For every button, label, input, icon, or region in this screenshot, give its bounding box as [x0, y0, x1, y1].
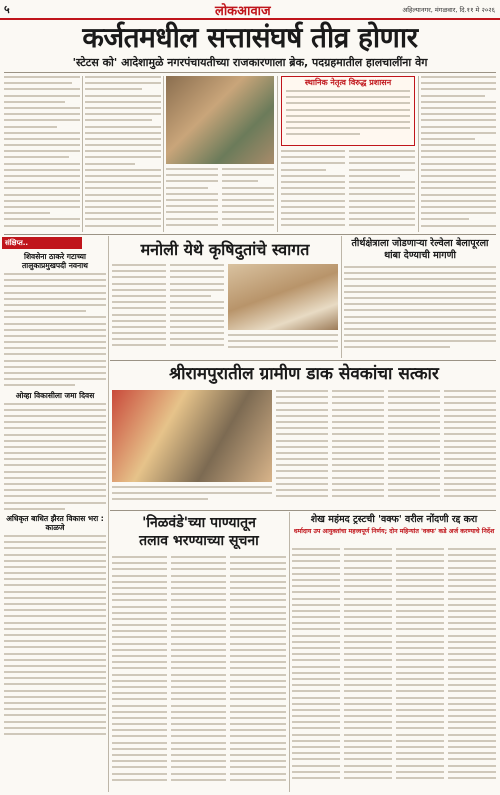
brief-3-title: अधिकृत बाधित झैरत विकास भरा : काळजे	[6, 513, 104, 532]
column-divider	[341, 236, 342, 358]
manoli-photo	[228, 264, 338, 330]
lead-subheadline: 'स्टेटस को' आदेशामुळे नगरपंचायतीच्या राजकारणाला ब्रेक, पदग्रहमातील हालचालींना वेग	[72, 56, 428, 69]
waqf-column-3	[396, 548, 444, 792]
dak-photo	[112, 390, 272, 482]
brief-1-title: शिवसेना ठाकरे गटाच्या तालुकाप्रमुखपदी नवनाथ	[22, 252, 88, 270]
nilwande-column-2	[171, 556, 226, 792]
nilwande-column-1	[112, 556, 167, 792]
waqf-column-4	[448, 548, 496, 792]
page-header	[0, 0, 500, 20]
lead-column-1	[4, 76, 80, 232]
dak-column-1	[276, 390, 328, 506]
teerth-headline: तीर्थक्षेत्राला जोडणाऱ्या रेल्वेला बेलापूरला थांबा देण्याची मागणी	[351, 238, 489, 261]
column-divider	[108, 236, 109, 792]
manoli-column-1	[112, 264, 166, 354]
masthead-logo: लोकआवाज	[215, 4, 271, 19]
column-divider	[82, 76, 83, 232]
lead-headline: कर्जतमधील सत्तासंघर्ष तीव्र होणार	[82, 21, 418, 54]
dak-headline: श्रीरामपुरातील ग्रामीण डाक सेवकांचा सत्कार	[169, 364, 439, 384]
column-divider	[163, 76, 164, 232]
nilwande-column-3	[230, 556, 286, 792]
waqf-column-1	[292, 548, 340, 792]
lead-sidebar-box	[281, 76, 415, 146]
teerth-body	[344, 266, 496, 356]
lead-column-3	[166, 168, 218, 232]
manoli-headline: मनोली येथे कृषिदुतांचे स्वागत	[140, 240, 310, 259]
manoli-column-2	[170, 264, 224, 354]
waqf-subheadline: धर्मादाय उप आयुक्तांचा महत्त्वपूर्ण निर्णय; दोन महिन्यांत 'वक्फ' कडे अर्ज करण्याचे निर्देश	[293, 528, 495, 535]
lead-rule	[4, 72, 496, 73]
section-rule	[110, 510, 496, 511]
dak-column-4	[444, 390, 496, 506]
nilwande-headline-line-1: 'निळवंडे'च्या पाण्यातून	[142, 515, 256, 531]
section-rule	[4, 234, 496, 235]
column-divider	[418, 76, 419, 232]
page-number: ५	[4, 3, 10, 16]
waqf-column-2	[344, 548, 392, 792]
section-rule	[110, 360, 496, 361]
sidebar-box-title: स्थानिक नेतृत्व विरुद्ध प्रशासन	[304, 78, 392, 87]
dak-column-3	[388, 390, 440, 506]
brief-2-title: ओव्हा विकासीला जमा दिवस	[15, 390, 95, 400]
lead-column-5	[281, 150, 345, 232]
lead-column-7	[421, 76, 496, 232]
lead-photo	[166, 76, 274, 164]
dak-caption	[112, 486, 272, 506]
nilwande-headline-line-2: तलाव भरण्याच्या सूचना	[139, 533, 259, 549]
column-divider	[277, 76, 278, 232]
column-divider	[289, 512, 290, 792]
waqf-headline: शेख महंमद ट्रस्टची 'वक्फ' वरील नोंदणी रद्द करा	[310, 514, 478, 525]
briefs-label: संक्षिप्त..	[2, 237, 82, 249]
briefs-column	[4, 252, 106, 792]
lead-column-2	[85, 76, 161, 232]
lead-column-6	[349, 150, 415, 232]
dak-column-2	[332, 390, 384, 506]
dateline: अहिल्यानगर, मंगळवार, दि.११ मे २०२६	[402, 6, 495, 14]
manoli-column-3	[228, 334, 338, 354]
lead-column-4	[222, 168, 274, 232]
